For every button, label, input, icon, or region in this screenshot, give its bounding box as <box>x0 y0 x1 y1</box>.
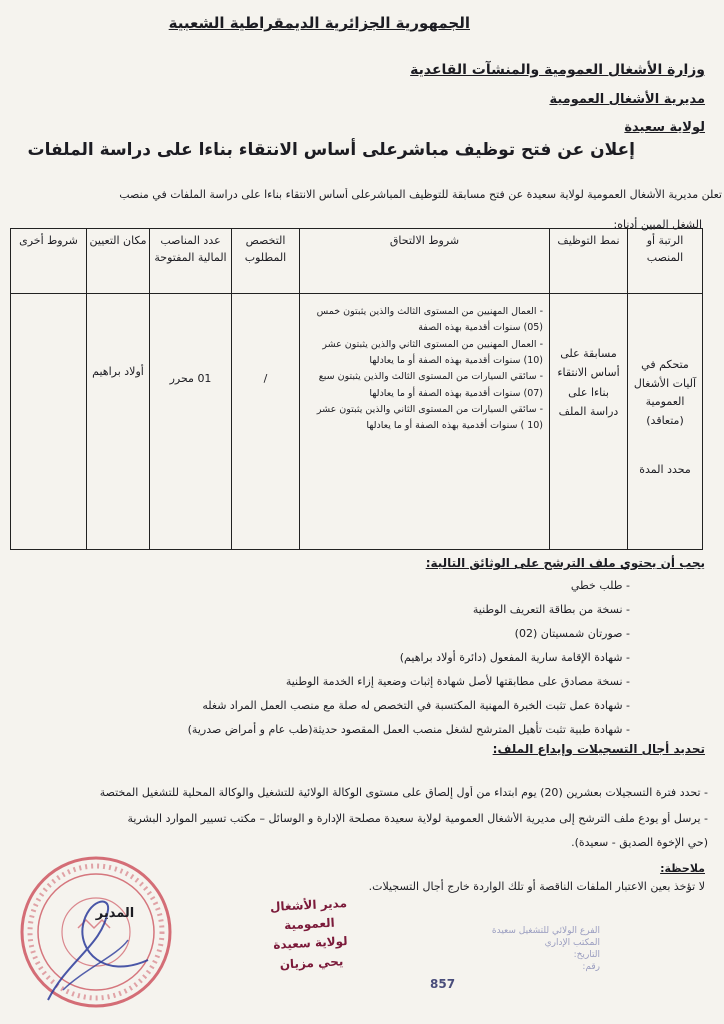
deadline-item-3: (حي الإخوة الصديق - سعيدة). <box>571 836 708 849</box>
col-header-location: مكان التعيين <box>87 229 150 294</box>
col-header-other: شروط أخرى <box>11 229 87 294</box>
post-duration: محدد المدة <box>639 462 691 476</box>
cell-other <box>11 294 87 550</box>
col-header-post: الرتبة أو المنصب <box>628 229 703 294</box>
registration-stamp <box>430 925 600 1020</box>
signature-title: مدير الأشغال العمومية <box>269 896 348 933</box>
reg-stamp-line-1: الفرع الولائي للتشغيل سعيدة <box>491 926 600 936</box>
cell-positions: 01 محرر <box>150 294 232 550</box>
directorate-header: مديرية الأشغال العمومية <box>549 92 705 107</box>
deadlines-title: تحديد أجال التسجيلات وإيداع الملف: <box>492 742 705 756</box>
intro-line-2: الشغل المبين أدناه: <box>613 218 702 231</box>
documents-title: يجب أن يحتوي ملف الترشح على الوثائق التالية: <box>425 556 705 570</box>
col-header-positions: عدد المناصب المالية المفتوحة <box>150 229 232 294</box>
reg-stamp-line-4: رقم: <box>582 962 600 973</box>
list-item: - شهادة طبية تثبت تأهيل المترشح لشغل منصب العمل المقصود حديثة(طب عام و أمراض صدرية) <box>150 718 630 742</box>
ministry-header: وزارة الأشغال العمومية والمنشآت القاعدية <box>410 62 705 78</box>
reg-stamp-line-2: المكتب الإداري <box>544 938 600 949</box>
documents-list <box>150 574 630 742</box>
list-item: - شهادة عمل تثبت الخبرة المهنية المكتسبة في التخصص له صلة مع منصب العمل المراد شغله <box>150 694 630 718</box>
condition-item: - سائقي السيارات من المستوى الثاني والذين يثبتون عشر (10 ) سنوات أقدمية بهذه الصفة أو ما يعادلها <box>316 403 543 432</box>
cell-post <box>628 294 703 550</box>
cell-mode: مسابقة على أساس الانتقاء بناءا على دراسة الملف <box>550 294 628 550</box>
col-header-specialty: التخصص المطلوب <box>232 229 300 294</box>
condition-item: - سائقي السيارات من المستوى الثالث والذين يثبتون سبع (07) سنوات أقدمية بهذه الصفة أو ما يعادلها <box>318 371 543 399</box>
cell-specialty: / <box>232 294 300 550</box>
note-title: ملاحظة: <box>660 862 705 875</box>
signature-block <box>248 893 372 976</box>
director-label: المدير <box>95 906 135 921</box>
note-text: لا تؤخذ بعين الاعتبار الملفات الناقصة أو تلك الواردة خارج أجال التسجيلات. <box>368 880 705 893</box>
table-row <box>11 294 703 550</box>
condition-item: - العمال المهنيين من المستوى الثالث والذين يثبتون خمس (05) سنوات أقدمية بهذه الصفة <box>316 306 543 334</box>
reg-stamp-line-3: التاريخ: <box>573 950 600 961</box>
deadline-item-2: - يرسل أو يودع ملف الترشح إلى مديرية الأشغال العمومية لولاية سعيدة مصلحة الإدارة و الوسائل – مكتب تسيير الموارد البشرية <box>127 812 708 825</box>
cell-location: أولاد براهيم <box>87 294 150 550</box>
cell-conditions <box>300 294 550 550</box>
list-item: - نسخة مصادق على مطابقتها لأصل شهادة إثبات وضعية إزاء الخدمة الوطنية <box>150 670 630 694</box>
wilaya-header: لولاية سعيدة <box>624 120 705 135</box>
announcement-title: إعلان عن فتح توظيف مباشرعلى أساس الانتقاء بناءا على دراسة الملفات <box>27 140 635 160</box>
signature-name: يحي مزيان <box>279 953 344 972</box>
col-header-mode: نمط التوظيف <box>550 229 628 294</box>
signature-wilaya: لولاية سعيدة <box>272 934 348 953</box>
positions-table <box>10 228 703 550</box>
col-header-conditions: شروط الالتحاق <box>300 229 550 294</box>
list-item: - شهادة الإقامة سارية المفعول (دائرة أولاد براهيم) <box>150 646 630 670</box>
deadline-item-1: - تحدد فترة التسجيلات بعشرين (20) يوم ابتداء من أول إلصاق على مستوى الوكالة الولائية للتشغيل والوكالة المحلية للتشغيل المختصة <box>99 786 708 799</box>
list-item: - نسخة من بطاقة التعريف الوطنية <box>150 598 630 622</box>
list-item: - صورتان شمسيتان (02) <box>150 622 630 646</box>
official-stamp-icon <box>8 850 188 1020</box>
list-item: - طلب خطي <box>150 574 630 598</box>
reg-stamp-number: 857 <box>430 976 456 991</box>
post-title: متحكم في آليات الأشغال العمومية (متعاقد) <box>633 358 697 428</box>
republic-header: الجمهورية الجزائرية الديمقراطية الشعبية <box>168 14 470 32</box>
table-header-row <box>11 229 703 294</box>
condition-item: - العمال المهنيين من المستوى الثاني والذين يثبتون عشر (10) سنوات أقدمية بهذه الصفة أو ما يعادلها <box>322 338 543 366</box>
intro-line-1: تعلن مديرية الأشغال العمومية لولاية سعيدة عن فتح مسابقة للتوظيف المباشرعلى أساس الانتقاء بناءا على دراسة الملفات في منصب <box>119 188 722 201</box>
